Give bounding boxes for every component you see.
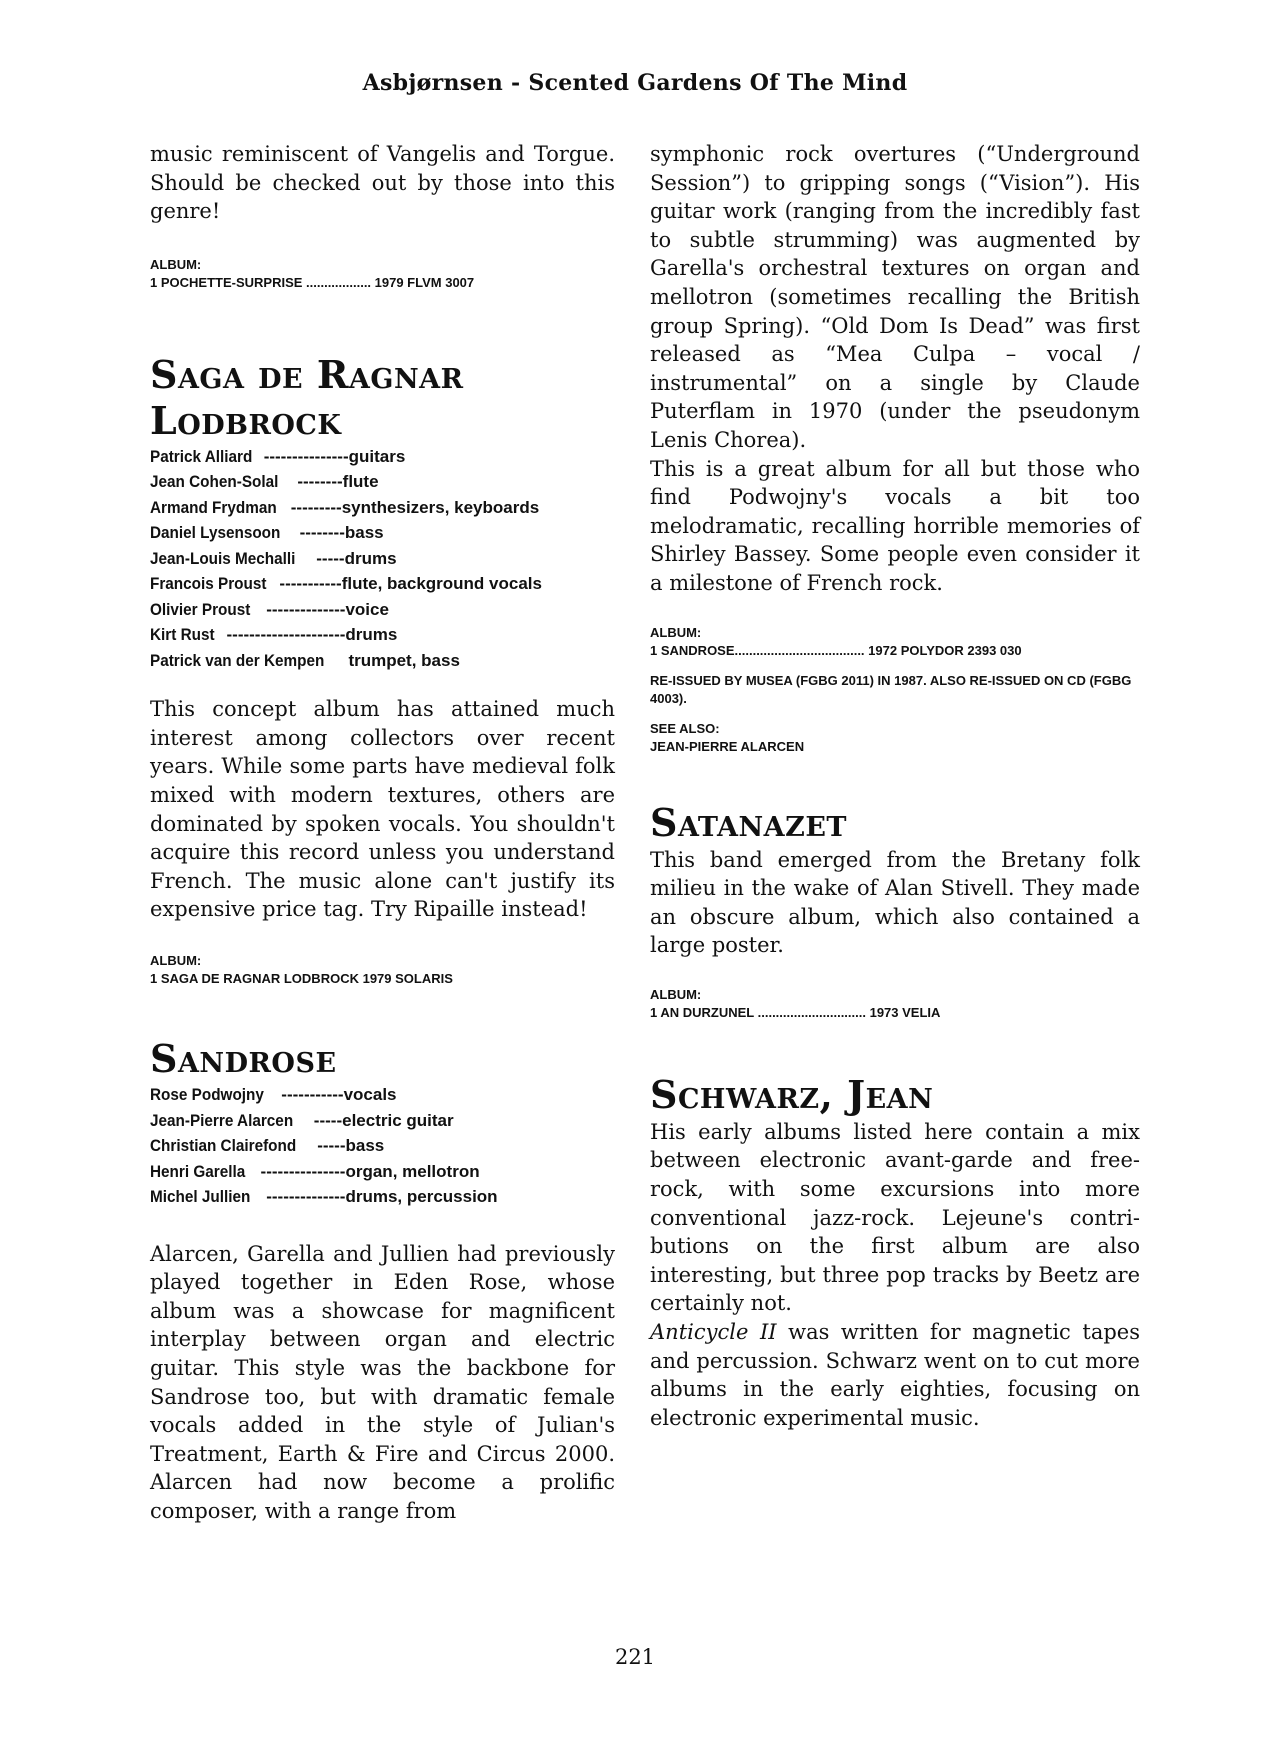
musician-role: flute, background vocals — [341, 574, 542, 594]
musician-role: electric guitar — [342, 1110, 454, 1130]
musician-name: Henri Garella — [150, 1161, 246, 1181]
lineup-row — [150, 495, 615, 521]
musician-name: Kirt Rust — [150, 625, 215, 645]
musician-role: drums — [345, 625, 398, 645]
album-entry: 1 SAGA DE RAGNAR LODBROCK 1979 SOLARIS — [150, 971, 453, 987]
leader-dashes: ----- — [309, 1110, 343, 1130]
musician-role: vocals — [343, 1085, 397, 1105]
musician-name: Patrick Alliard — [150, 446, 253, 466]
musician-name: Francois Proust — [150, 574, 267, 594]
album-label: ALBUM: — [650, 986, 702, 1002]
lineup-row — [150, 1159, 615, 1185]
left-column — [150, 140, 615, 1525]
musician-name: Christian Clairefond — [150, 1136, 297, 1156]
lineup-row — [150, 444, 615, 470]
musician-role: voice — [345, 599, 389, 619]
musician-role: synthesizers, keyboards — [341, 497, 540, 517]
lineup-row — [150, 1133, 615, 1159]
musician-name: Olivier Proust — [150, 599, 251, 619]
musician-role: flute — [342, 472, 379, 492]
musician-role: bass — [344, 523, 384, 543]
lineup-row — [150, 597, 615, 623]
schwarz-description: His early albums listed here contain a mix between electronic avant-garde and free-rock, with some excursions into more conventional jazz-rock. Lejeune's contri-butions on the first album are also interesting, but three pop tracks by Beetz are certainly not. — [650, 1119, 1140, 1316]
entry-heading-satanazet: Satanazet — [650, 799, 847, 845]
album-title-italic: Anticycle II — [650, 1320, 777, 1345]
lineup-row — [150, 1184, 615, 1210]
see-also-reference: JEAN-PIERRE ALARCEN — [650, 738, 805, 754]
running-head: Asbjørnsen - Scented Gardens Of The Mind — [362, 70, 908, 96]
musician-role: drums — [344, 548, 397, 568]
musician-name: Rose Podwojny — [150, 1085, 264, 1105]
reissue-note: RE-ISSUED BY MUSEA (FGBG 2011) IN 1987. ALSO RE-ISSUED ON CD (FGBG 4003). — [650, 672, 1132, 706]
album-entry: 1 SANDROSE.................................... 1972 POLYDOR 2393 030 — [650, 642, 1022, 658]
album-entry: 1 AN DURZUNEL .............................. 1973 VELIA — [650, 1004, 941, 1020]
musician-role: trumpet, bass — [348, 650, 460, 670]
leader-dashes: ----- — [311, 548, 345, 568]
musician-name: Jean-Louis Mechalli — [150, 548, 296, 568]
lineup-row — [150, 1082, 615, 1108]
leader-dashes: -------------- — [261, 599, 346, 619]
schwarz-description-2 — [650, 1318, 1140, 1432]
leader-dashes: --------------- — [263, 446, 349, 466]
lineup-row — [150, 546, 615, 572]
intro-paragraph: music reminiscent of Vangelis and Torgue. Should be checked out by those into this genre! — [150, 142, 615, 224]
lineup-row — [150, 648, 615, 674]
leader-dashes: -------- — [292, 472, 343, 492]
entry-heading-sandrose: Sandrose — [150, 1036, 337, 1082]
leader-dashes: -------- — [294, 523, 345, 543]
musician-role: guitars — [348, 446, 406, 466]
sandrose-description: Alarcen, Garella and Jullien had previously played together in Eden Rose, whose album was a showcase for magnificent interplay between organ and electric guitar. This style was the backbone for Sandrose too, but with dramatic female vocals added in the style of Julian's Treatment, Earth & Fire and Circus 2000. Alarcen had now become a prolific composer, with a range from — [150, 1241, 615, 1523]
saga-description: This concept album has attained much interest among collectors over recent years. While some parts have medieval folk mixed with modern textures, others are dominated by spoken vocals. You shouldn't acquire this record unless you understand French. The music alone can't justify its expensive price tag. Try Ripaille instead! — [150, 697, 615, 922]
musician-name: Patrick van der Kempen — [150, 650, 325, 670]
leader-dashes: --------- — [290, 497, 342, 517]
sandrose-description-continued: symphonic rock overtures (“Underground Session”) to gripping songs (“Vision”). His guitar work (ranging from the incredibly fast to subtle strumming) was augmented by Garella's orchestral textures on organ and mellotron (sometimes recalling the British group Spring). “Old Dom Is Dead” was first released as “Mea Culpa – vocal / instrumental” on a single by Claude Puterflam in 1970 (under the pseudonym Lenis Chorea). — [650, 142, 1140, 452]
leader-dashes: ----------- — [276, 1085, 344, 1105]
leader-dashes: --------------------- — [221, 625, 346, 645]
album-entry: 1 POCHETTE-SURPRISE .................. 1979 FLVM 3007 — [150, 274, 475, 290]
musician-name: Armand Frydman — [150, 497, 277, 517]
entry-heading-saga-line1: Saga de Ragnar — [150, 351, 464, 397]
leader-dashes: ----- — [312, 1136, 346, 1156]
leader-dashes: --------------- — [255, 1161, 346, 1181]
lineup-row — [150, 520, 615, 546]
entry-heading-saga-line2: Lodbrock — [150, 397, 342, 443]
sandrose-lineup — [150, 1082, 615, 1210]
musician-name: Jean-Pierre Alarcen — [150, 1110, 294, 1130]
page-number: 221 — [614, 1645, 656, 1669]
lineup-row — [150, 571, 615, 597]
leader-dashes: -------------- — [261, 1187, 346, 1207]
musician-name: Michel Jullien — [150, 1187, 251, 1207]
musician-role: organ, mellotron — [345, 1161, 480, 1181]
lineup-row — [150, 622, 615, 648]
musician-role: bass — [345, 1136, 385, 1156]
musician-name: Jean Cohen-Solal — [150, 472, 279, 492]
see-also-label: SEE ALSO: — [650, 720, 720, 736]
album-label: ALBUM: — [650, 624, 702, 640]
musician-name: Daniel Lysensoon — [150, 523, 281, 543]
saga-lineup — [150, 444, 615, 674]
right-column — [650, 140, 1140, 1432]
musician-role: drums, percussion — [345, 1187, 498, 1207]
lineup-row — [150, 1108, 615, 1134]
sandrose-verdict: This is a great album for all but those who find Podwojny's vocals a bit too melodramatic, recalling horrible memories of Shirley Bassey. Some people even consider it a milestone of French rock. — [650, 456, 1140, 595]
satanazet-description: This band emerged from the Bretany folk milieu in the wake of Alan Stivell. They made an obscure album, which also contained a large poster. — [650, 847, 1140, 958]
album-label: ALBUM: — [150, 256, 202, 272]
album-label: ALBUM: — [150, 953, 202, 969]
lineup-row — [150, 469, 615, 495]
entry-heading-schwarz: Schwarz, Jean — [650, 1071, 934, 1117]
schwarz-description-2-rest: was written for magnetic tapes and percussion. Schwarz went on to cut more albums in the early eighties, focusing on electronic experimental music. — [650, 1320, 1140, 1430]
leader-dashes: ----------- — [279, 574, 342, 594]
